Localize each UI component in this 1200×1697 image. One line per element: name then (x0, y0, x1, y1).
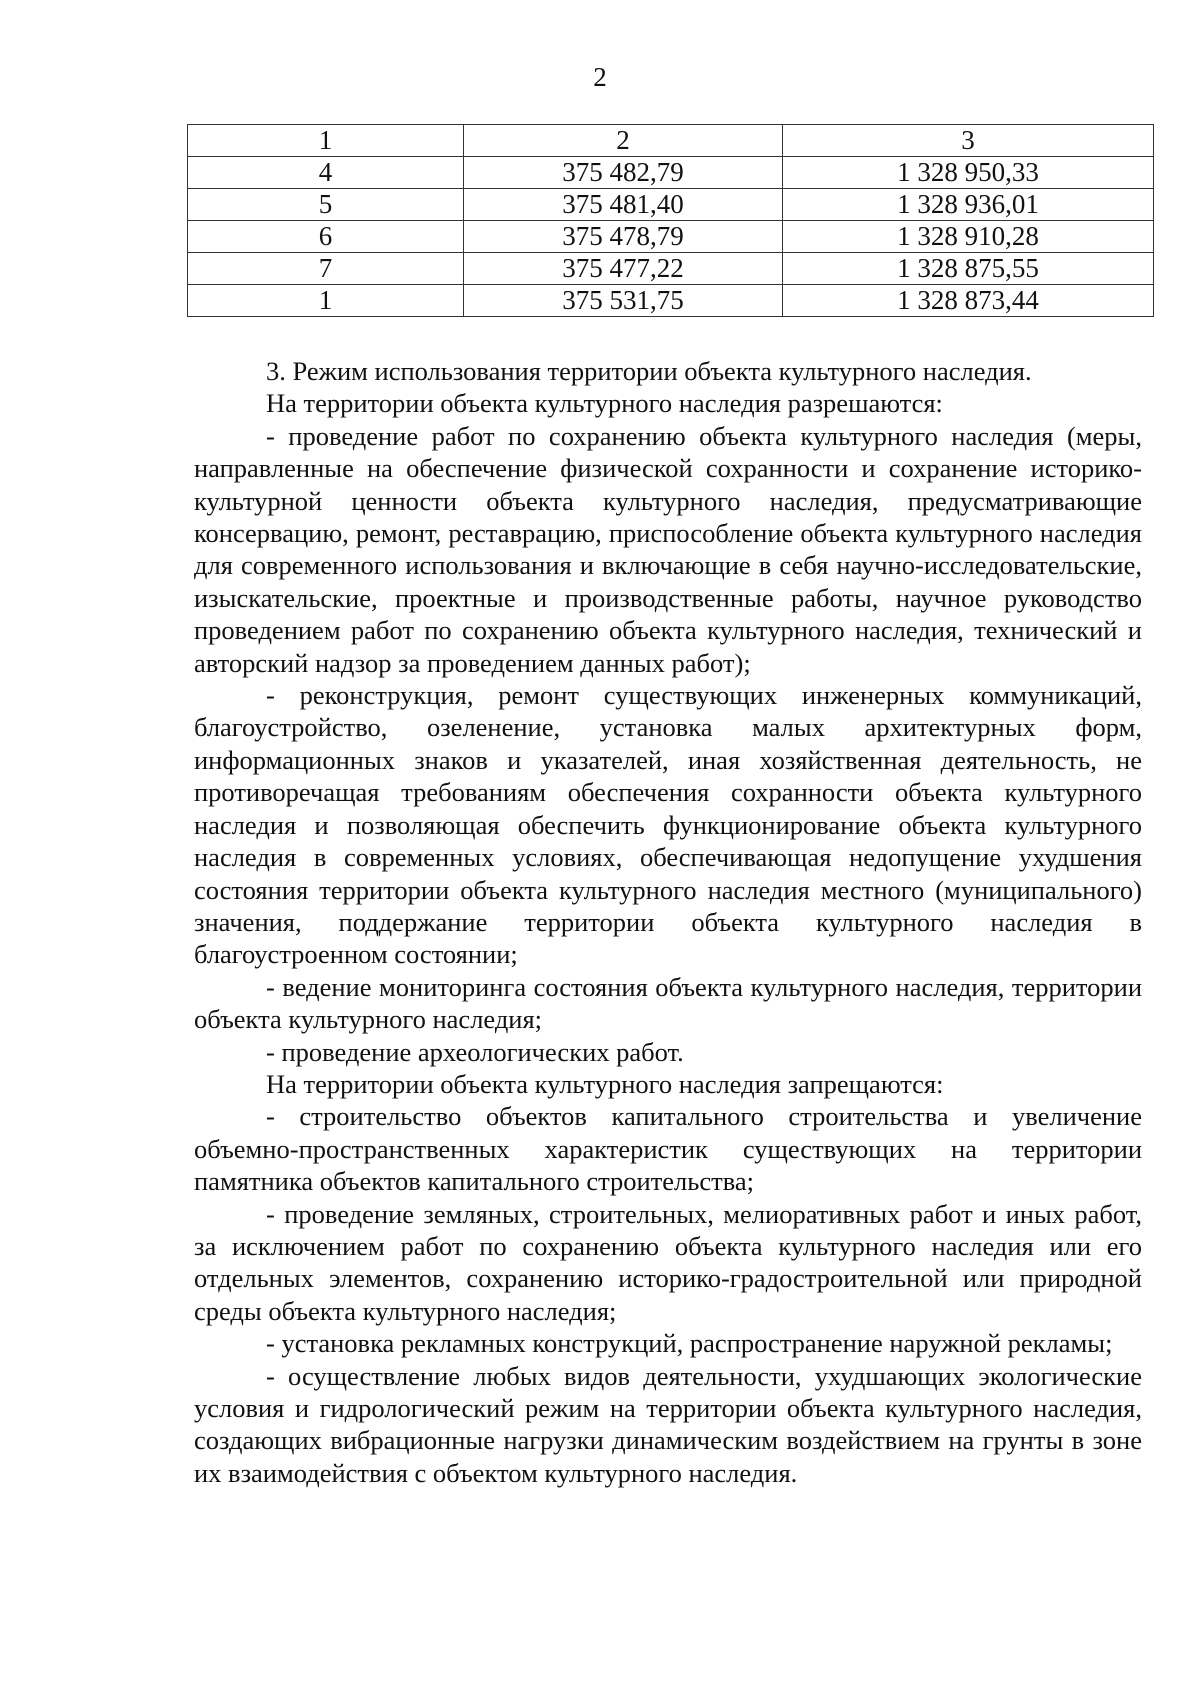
table-header-cell: 3 (783, 125, 1154, 157)
table-cell: 5 (188, 189, 464, 221)
table-header-cell: 2 (464, 125, 783, 157)
list-item: - проведение земляных, строительных, мелиоративных работ и иных работ, за исключением работ по сохранению объекта культурного наследия или его отдельных элементов, сохранению историко-градостроительной или природной среды объекта культурного наследия; (194, 1198, 1142, 1326)
paragraph: На территории объекта культурного наследия разрешаются: (266, 388, 943, 419)
list-item: - реконструкция, ремонт существующих инженерных коммуникаций, благоустройство, озеленение, установка малых архитектурных форм, информационных знаков и указателей, иная хозяйственная деятельность, не противоречащая требованиям обеспечения сохранности объекта культурного наследия и позволяющая обеспечить функционирование объекта культурного наследия в современных условиях, обеспечивающая недопущение ухудшения состояния территории объекта культурного наследия местного (муниципального) значения, поддержание территории объекта культурного наследия в благоустроенном состоянии; (194, 680, 1142, 970)
paragraph: На территории объекта культурного наследия запрещаются: (266, 1068, 944, 1099)
table-cell: 1 (188, 285, 464, 317)
page-number: 2 (593, 62, 607, 92)
list-item: - строительство объектов капитального строительства и увеличение объемно-пространственных характеристик существующих на территории памятника объектов капитального строительства; (194, 1101, 1142, 1197)
table-row (188, 285, 1154, 317)
coordinates-table (187, 124, 1154, 317)
list-item: - установка рекламных конструкций, распространение наружной рекламы; (266, 1328, 1113, 1359)
section-heading: 3. Режим использования территории объекта культурного наследия. (266, 356, 1032, 386)
list-item: - осуществление любых видов деятельности, ухудшающих экологические условия и гидрологический режим на территории объекта культурного наследия, создающих вибрационные нагрузки динамическим воздействием на грунты в зоне их взаимодействия с объектом культурного наследия. (194, 1360, 1142, 1488)
table-cell: 4 (188, 157, 464, 189)
table-cell: 375 478,79 (464, 221, 783, 253)
table-cell: 375 481,40 (464, 189, 783, 221)
table-cell: 1 328 950,33 (783, 157, 1154, 189)
list-item: - проведение работ по сохранению объекта культурного наследия (меры, направленные на обеспечение физической сохранности и сохранение историко-культурной ценности объекта культурного наследия, предусматривающие консервацию, ремонт, реставрацию, приспособление объекта культурного наследия для современного использования и включающие в себя научно-исследовательские, изыскательские, проектные и производственные работы, научное руководство проведением работ по сохранению объекта культурного наследия, технический и авторский надзор за проведением данных работ); (194, 420, 1142, 678)
table-cell: 7 (188, 253, 464, 285)
table-cell: 6 (188, 221, 464, 253)
table-cell: 375 531,75 (464, 285, 783, 317)
table-row (188, 253, 1154, 285)
table-header-row (188, 125, 1154, 157)
document-body (194, 355, 1142, 1489)
table-cell: 375 477,22 (464, 253, 783, 285)
table-row (188, 157, 1154, 189)
list-item: - ведение мониторинга состояния объекта культурного наследия, территории объекта культурного наследия; (194, 971, 1142, 1035)
table-header-cell: 1 (188, 125, 464, 157)
table-cell: 1 328 910,28 (783, 221, 1154, 253)
table-cell: 1 328 936,01 (783, 189, 1154, 221)
table-cell: 1 328 873,44 (783, 285, 1154, 317)
table-row (188, 189, 1154, 221)
table-row (188, 221, 1154, 253)
list-item: - проведение археологических работ. (266, 1036, 684, 1067)
table-cell: 1 328 875,55 (783, 253, 1154, 285)
table-cell: 375 482,79 (464, 157, 783, 189)
